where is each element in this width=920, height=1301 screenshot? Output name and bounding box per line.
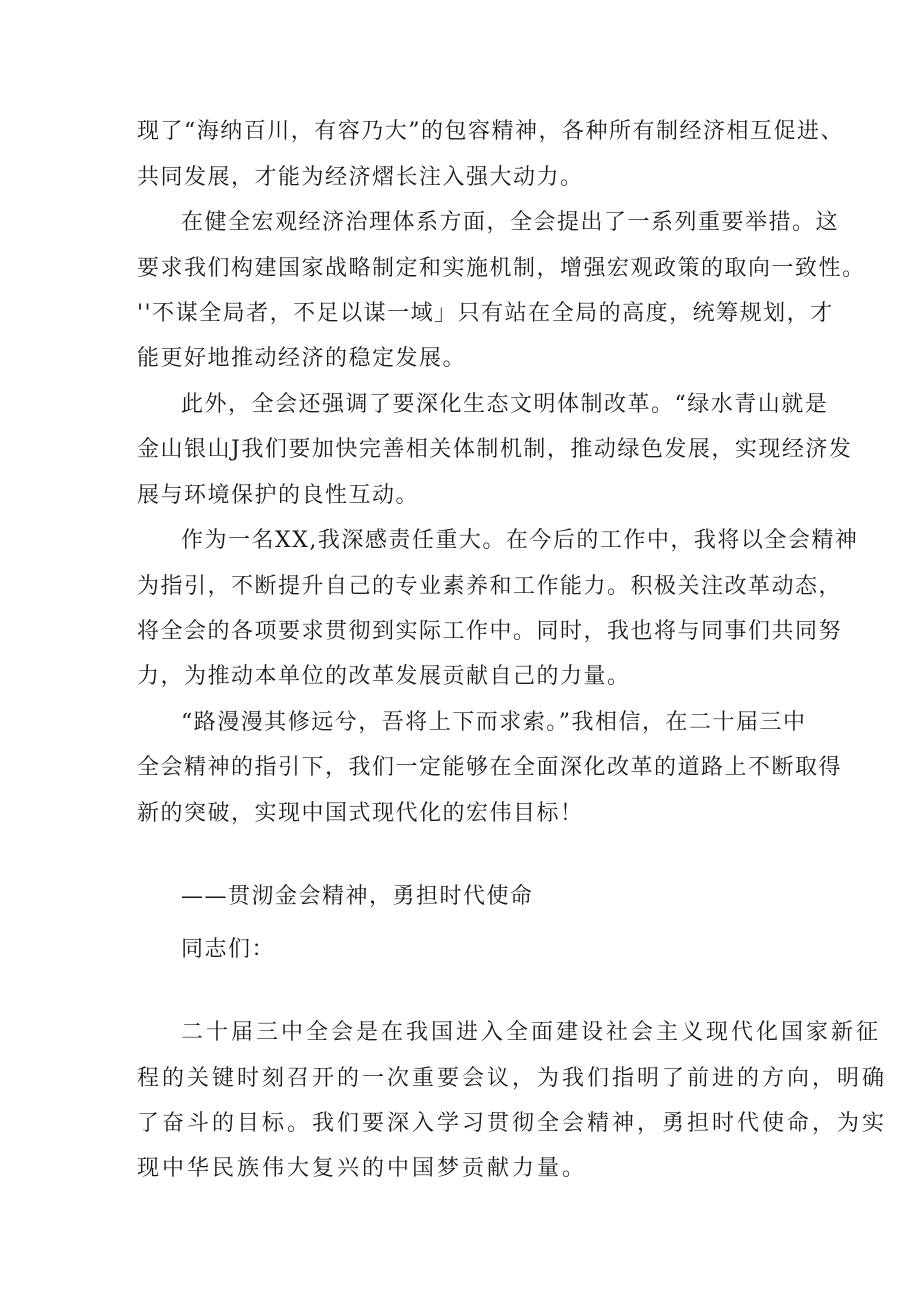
paragraph-3-line-3: 展与环境保护的良性互动。 — [137, 483, 420, 508]
paragraph-4-line-4: 力，为推动本单位的改革发展贡献自己的力量。 — [137, 664, 631, 689]
paragraph-2-line-1: 在健全宏观经济治理体系方面，全会提出了一系列重要举措。这 — [181, 210, 840, 235]
closing-paragraph-line-4: 现中华民族伟大复兴的中国梦贡献力量。 — [137, 1156, 588, 1181]
paragraph-1-line-1: 现了“海纳百川，有容乃大”的包容精神，各种所有制经济相互促进、 — [137, 119, 844, 144]
closing-paragraph-line-3: 了奋斗的目标。我们要深入学习贯彻全会精神，勇担时代使命，为实 — [137, 1111, 888, 1136]
paragraph-5-line-2: 全会精神的指引下，我们一定能够在全面深化改革的道路上不断取得 — [137, 755, 843, 780]
greeting: 同志们： — [181, 937, 276, 962]
paragraph-2-line-2: 要求我们构建国家战略制定和实施机制，增强宏观政策的取向一致性。 — [137, 256, 866, 281]
paragraph-3-line-2: 金山银山J我们要加快完善相关体制机制，推动绿色发展，实现经济发 — [137, 437, 853, 462]
paragraph-4-line-1: 作为一名XX,我深感责任重大。在今后的工作中，我将以全会精神 — [181, 528, 859, 553]
paragraph-5-line-3: 新的突破，实现中国式现代化的宏伟目标！ — [137, 801, 584, 826]
paragraph-2-line-3: ''不谋全局者，不足以谋一域」只有站在全局的高度，统筹规划，才 — [137, 301, 834, 326]
paragraph-4-line-2: 为指引，不断提升自己的专业素养和工作能力。积极关注改革动态， — [137, 574, 843, 599]
paragraph-3-line-1: 此外，全会还强调了要深化生态文明体制改革。“绿水青山就是 — [181, 392, 829, 417]
paragraph-5-line-1: “路漫漫其修远兮，吾将上下而求索。”我相信，在二十届三中 — [181, 710, 807, 735]
paragraph-2-line-4: 能更好地推动经济的稳定发展。 — [137, 346, 467, 371]
subtitle: ——贯沏金会精神，勇担时代使命 — [181, 884, 534, 909]
closing-paragraph-line-2: 程的关键时刻召开的一次重要会议，为我们指明了前进的方向，明确 — [137, 1066, 888, 1091]
closing-paragraph-line-1: 二十届三中全会是在我国进入全面建设社会主义现代化国家新征 — [181, 1020, 882, 1045]
paragraph-4-line-3: 将全会的各项要求贯彻到实际工作中。同时，我也将与同事们共同努 — [137, 619, 843, 644]
paragraph-1-line-2: 共同发展，才能为经济熠长注入强大动力。 — [137, 165, 584, 190]
